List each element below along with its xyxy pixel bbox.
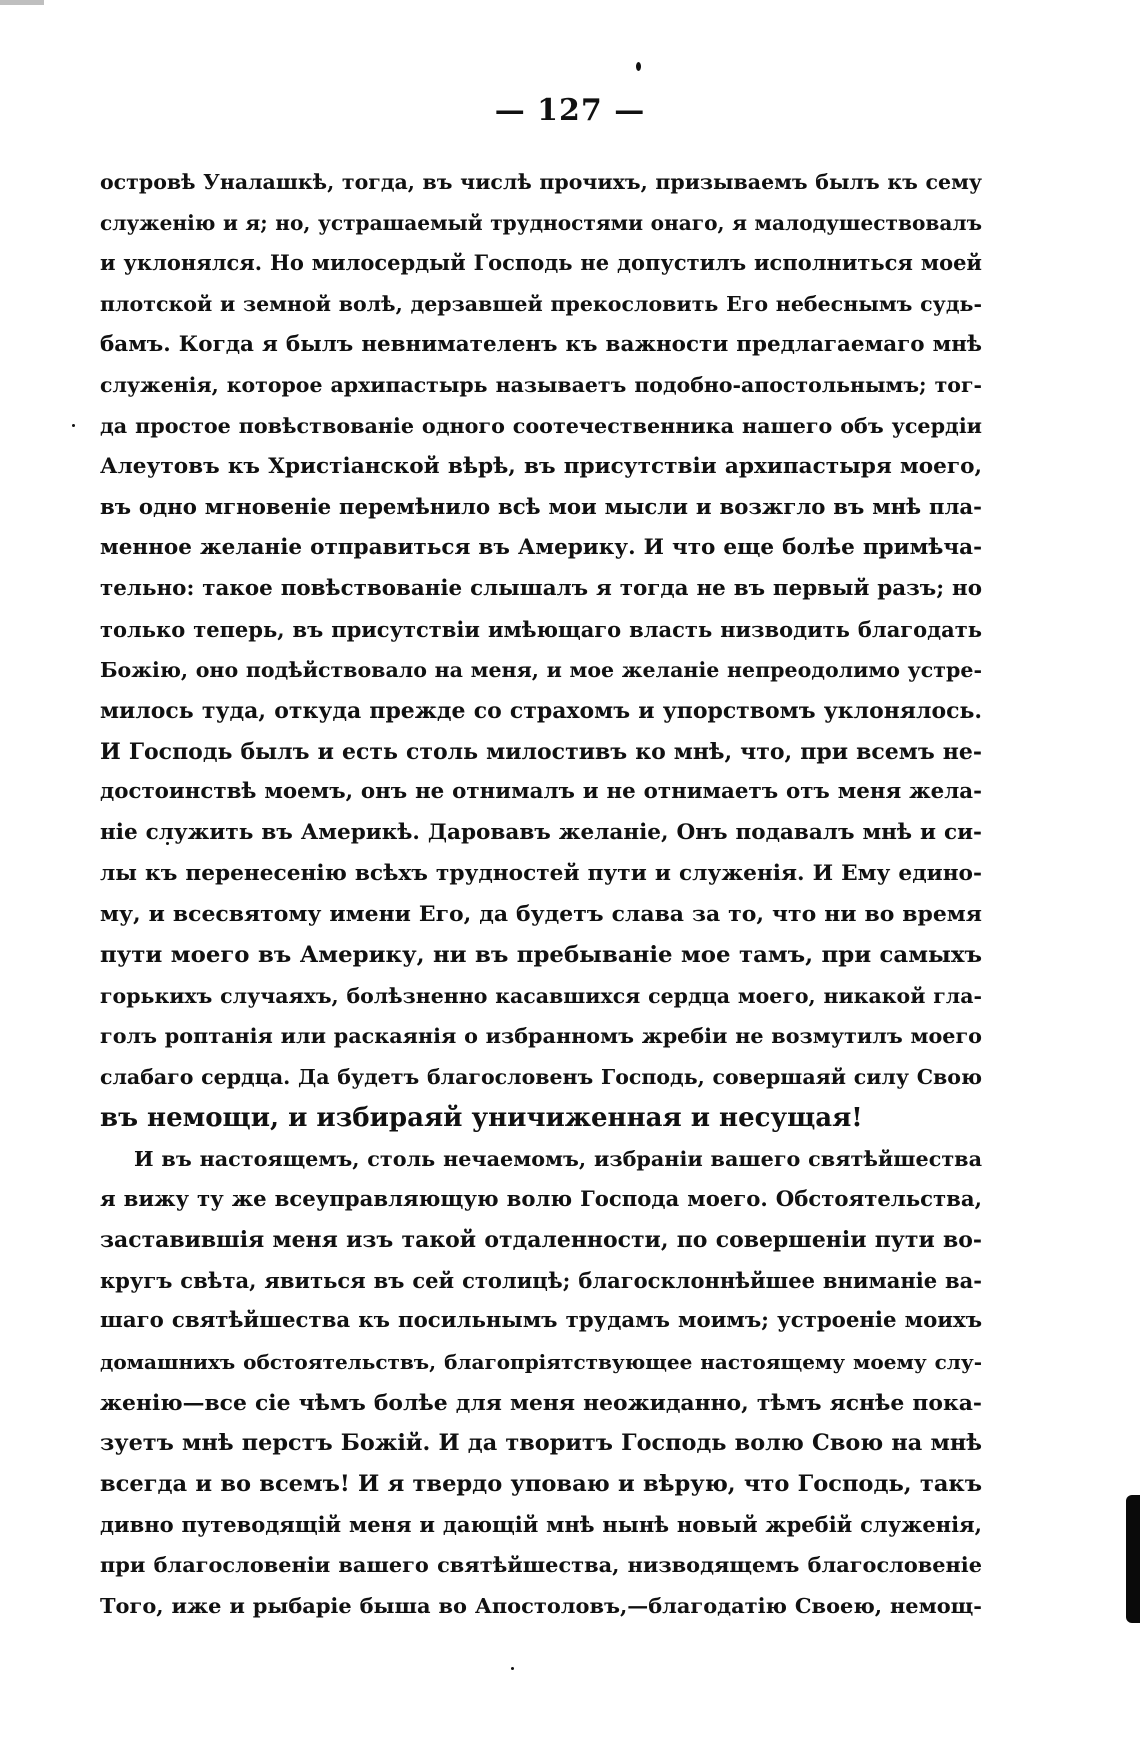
text-line: ніе служить въ Америкѣ. Даровавъ желаніе, Онъ подавалъ мнѣ и си- <box>100 820 982 845</box>
text-line: да простое повѣствованіе одного соотечественника нашего объ усердіи <box>100 414 982 439</box>
text-line: лы къ перенесенію всѣхъ трудностей пути и служенія. И Ему едино- <box>100 860 982 886</box>
text-line: домашнихъ обстоятельствъ, благопріятствующее настоящему моему слу- <box>100 1349 982 1374</box>
text-line: служенію и я; но, устрашаемый трудностями онаго, я малодушествовалъ <box>100 210 982 235</box>
text-line: при благословеніи вашего святѣйшества, низводящемъ благословеніе <box>100 1552 982 1578</box>
page-number: — 127 — <box>494 93 646 128</box>
text-line: зуетъ мнѣ перстъ Божій. И да творитъ Господь волю Свою на мнѣ <box>100 1430 982 1457</box>
text-line: пути моего въ Америку, ни въ пребываніе мое тамъ, при самыхъ <box>100 942 982 969</box>
text-line: шаго святѣйшества къ посильнымъ трудамъ моимъ; устроеніе моихъ <box>100 1308 982 1334</box>
text-line: только теперь, въ присутствіи имѣющаго власть низводить благодать <box>100 616 982 642</box>
text-line: плотской и земной волѣ, дерзавшей прекословить Его небеснымъ судь- <box>100 292 982 317</box>
text-line: И Господь былъ и есть столь милостивъ ко мнѣ, что, при всемъ не- <box>100 738 982 765</box>
text-line: тельно: такое повѣствованіе слышалъ я тогда не въ первый разъ; но <box>100 575 982 601</box>
print-speck-top <box>636 62 641 71</box>
text-line: менное желаніе отправиться въ Америку. И что еще болѣе примѣча- <box>100 535 982 561</box>
text-line: служенія, которое архипастырь называетъ подобно-апостольнымъ; тог- <box>100 373 982 398</box>
text-line: всегда и во всемъ! И я твердо уповаю и вѣрую, что Господь, такъ <box>100 1471 982 1497</box>
scan-corner-mark <box>0 0 44 5</box>
print-speck-bottom <box>511 1667 514 1670</box>
text-line: островѣ Уналашкѣ, тогда, въ числѣ прочихъ, призываемъ былъ къ сему <box>100 170 982 194</box>
print-speck-margin <box>72 424 75 427</box>
text-line: И въ настоящемъ, столь нечаемомъ, избраніи вашего святѣйшества <box>134 1146 982 1171</box>
text-line: женію—все сіе чѣмъ болѣе для меня неожиданно, тѣмъ яснѣе пока- <box>100 1389 982 1416</box>
text-line: му, и всесвятому имени Его, да будетъ слава за то, что ни во время <box>100 901 982 928</box>
text-line: дивно путеводящій меня и дающій мнѣ нынѣ новый жребій служенія, <box>100 1511 982 1537</box>
body-text <box>100 162 982 1627</box>
text-line: заставившія меня изъ такой отдаленности, по совершеніи пути во- <box>100 1226 982 1253</box>
scan-edge-mark <box>1126 1495 1140 1623</box>
text-line: я вижу ту же всеуправляющую волю Господа моего. Обстоятельства, <box>100 1186 982 1212</box>
text-line: милось туда, откуда прежде со страхомъ и упорствомъ уклонялось. <box>100 697 982 724</box>
text-line: достоинствѣ моемъ, онъ не отнималъ и не отнимаетъ отъ меня жела- <box>100 779 982 805</box>
text-line: Алеутовъ къ Христіанской вѣрѣ, въ присутствіи архипастыря моего, <box>100 453 982 479</box>
text-line: Божію, оно подѣйствовало на меня, и мое желаніе непреодолимо устре- <box>100 658 982 683</box>
text-line: Того, иже и рыбаріе быша во Апостоловъ,—благодатію Своею, немощ- <box>100 1593 982 1619</box>
text-line: горькихъ случаяхъ, болѣзненно касавшихся сердца моего, никакой гла- <box>100 983 982 1008</box>
text-line: бамъ. Когда я былъ невнимателенъ къ важности предлагаемаго мнѣ <box>100 331 982 357</box>
text-line: голъ роптанія или раскаянія о избранномъ жребіи не возмутилъ моего <box>100 1024 982 1049</box>
text-line: въ немощи, и избираяй уничиженная и несущая! <box>100 1102 863 1133</box>
text-line: кругъ свѣта, явиться въ сей столицѣ; благосклоннѣйшее вниманіе ва- <box>100 1267 982 1293</box>
text-line: слабаго сердца. Да будетъ благословенъ Господь, совершаяй силу Свою <box>100 1065 982 1090</box>
text-line: въ одно мгновеніе перемѣнило всѣ мои мысли и возжгло въ мнѣ пла- <box>100 494 982 520</box>
text-line: и уклонялся. Но милосердый Господь не допустилъ исполниться моей <box>100 250 982 276</box>
